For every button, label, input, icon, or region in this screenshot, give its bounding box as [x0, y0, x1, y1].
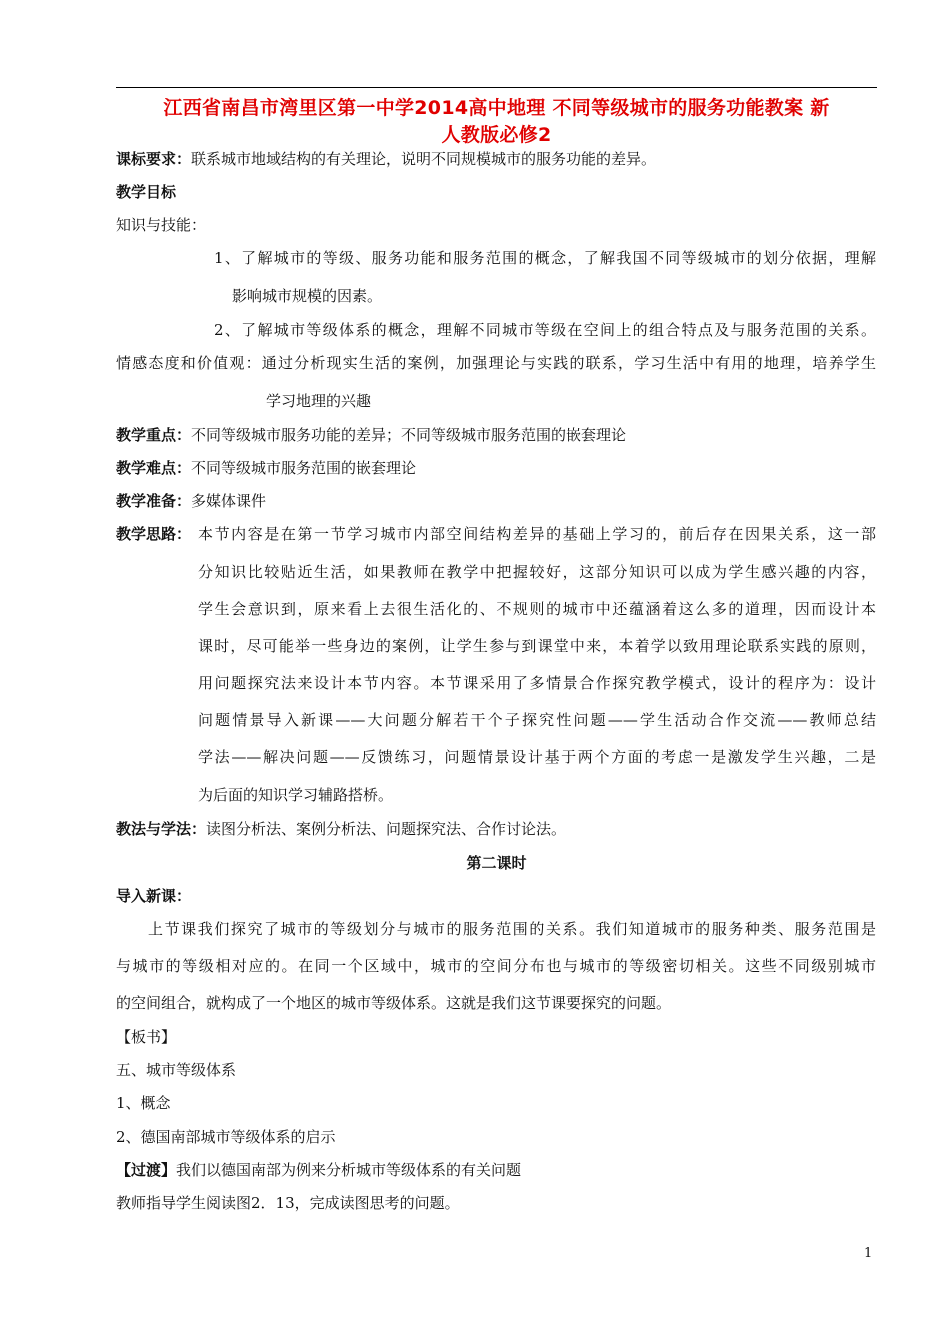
preparation-label: 教学准备：	[116, 492, 192, 510]
approach-line-1: 本节内容是在第一节学习城市内部空间结构差异的基础上学习的，前后存在因果关系，这一部	[198, 525, 876, 543]
intro-line-2: 与城市的等级相对应的。在同一个区域中，城市的空间分布也与城市的等级密切相关。这些不同级别城市	[116, 957, 876, 975]
point-1: 1、概念	[116, 1094, 171, 1112]
preparation-text: 多媒体课件	[191, 492, 267, 510]
knowledge-heading: 知识与技能：	[116, 216, 207, 234]
approach-line-3: 学生会意识到，原来看上去很生活化的、不规则的城市中还蕴涵着这么多的道理，因而设计本	[198, 600, 876, 618]
transition-label: 【过渡】	[116, 1161, 177, 1179]
methods-label: 教法与学法：	[116, 820, 207, 838]
section-5-heading: 五、城市等级体系	[116, 1061, 237, 1079]
approach-line-4: 课时，尽可能举一些身边的案例，让学生参与到课堂中来，本着学以致用理论联系实践的原则，	[198, 637, 876, 655]
intro-line-3: 的空间组合，就构成了一个地区的城市等级体系。这就是我们这节课要探究的问题。	[116, 994, 672, 1012]
knowledge-item-2: 2、了解城市等级体系的概念，理解不同城市等级在空间上的组合特点及与服务范围的关系。	[214, 321, 876, 339]
approach-line-8: 为后面的知识学习辅路搭桥。	[198, 786, 394, 804]
guide-text: 教师指导学生阅读图2．13，完成读图思考的问题。	[116, 1194, 460, 1212]
approach-line-6: 问题情景导入新课——大问题分解若干个子探究性问题——学生活动合作交流——教师总结	[198, 711, 876, 729]
preparation	[116, 490, 266, 512]
attitude-line-2: 学习地理的兴趣	[266, 392, 372, 410]
point-2: 2、德国南部城市等级体系的启示	[116, 1128, 336, 1146]
approach-label: 教学思路：	[116, 525, 192, 543]
difficulties-label: 教学难点：	[116, 459, 192, 477]
board-label: 【板书】	[116, 1028, 177, 1046]
transition	[116, 1159, 521, 1181]
approach-line-5: 用问题探究法来设计本节内容。本节课采用了多情景合作探究教学模式，设计的程序为：设计	[198, 674, 876, 692]
methods	[116, 818, 566, 840]
curriculum-label: 课标要求：	[116, 150, 192, 168]
intro-line-1: 上节课我们探究了城市的等级划分与城市的服务范围的关系。我们知道城市的服务种类、服务范围是	[148, 920, 876, 938]
approach-line-2: 分知识比较贴近生活，如果教师在教学中把握较好，这部分知识可以成为学生感兴趣的内容，	[198, 563, 876, 581]
methods-text: 读图分析法、案例分析法、问题探究法、合作讨论法。	[206, 820, 567, 838]
top-rule	[116, 87, 877, 88]
approach-line-7: 学法——解决问题——反馈练习，问题情景设计基于两个方面的考虑一是激发学生兴趣，二是	[198, 748, 876, 766]
intro-heading: 导入新课：	[116, 887, 192, 905]
page-number: 1	[864, 1246, 873, 1261]
title-line-1: 江西省南昌市湾里区第一中学2014高中地理 不同等级城市的服务功能教案 新	[163, 97, 830, 119]
objectives-heading: 教学目标	[116, 183, 177, 201]
title-line-2: 人教版必修2	[441, 124, 552, 146]
lesson-heading: 第二课时	[466, 854, 527, 872]
key-points-label: 教学重点：	[116, 426, 192, 444]
knowledge-item-1-line-2: 影响城市规模的因素。	[232, 287, 383, 305]
difficulties-text: 不同等级城市服务范围的嵌套理论	[191, 459, 417, 477]
difficulties	[116, 457, 416, 479]
document-title	[100, 95, 893, 149]
key-points	[116, 424, 626, 446]
knowledge-item-1-line-1: 1、了解城市的等级、服务功能和服务范围的概念，了解我国不同等级城市的划分依据，理解	[214, 249, 876, 267]
attitude-line-1: 情感态度和价值观：通过分析现实生活的案例，加强理论与实践的联系，学习生活中有用的地理，培养学生	[116, 354, 876, 372]
curriculum-text: 联系城市地域结构的有关理论，说明不同规模城市的服务功能的差异。	[191, 150, 657, 168]
curriculum-requirement	[116, 148, 656, 170]
transition-text: 我们以德国南部为例来分析城市等级体系的有关问题	[176, 1161, 522, 1179]
key-points-text: 不同等级城市服务功能的差异；不同等级城市服务范围的嵌套理论	[191, 426, 627, 444]
